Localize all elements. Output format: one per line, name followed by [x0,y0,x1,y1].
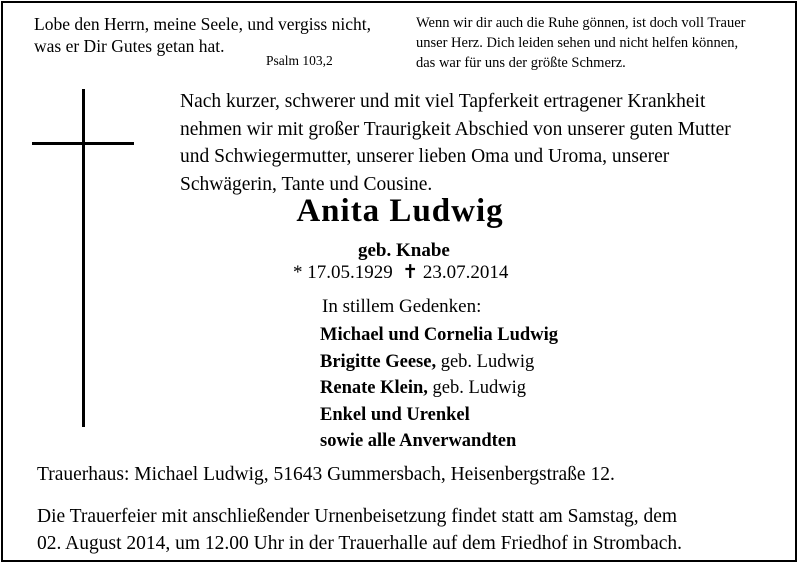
mourners-list [320,322,558,455]
cross-icon-vertical [82,89,85,427]
life-dates: * 17.05.1929 ✝ 23.07.2014 [293,262,509,283]
mourner-entry [320,375,558,402]
mourner-entry [320,349,558,376]
poem-verse [416,13,745,73]
mourner-entry [320,402,558,429]
bible-verse [34,13,371,57]
mourner-name: Renate Klein, [320,378,428,398]
verse-line: was er Dir Gutes getan hat. [34,36,225,56]
mourner-name: Michael und Cornelia Ludwig [320,325,558,345]
funeral-service-info [37,503,682,557]
memory-heading: In stillem Gedenken: [322,296,482,317]
mourner-entry [320,322,558,349]
birth-name: geb. Knabe [358,240,450,261]
mourner-name: sowie alle Anverwandten [320,431,517,451]
poem-line: das war für uns der größte Schmerz. [416,55,626,71]
intro-line: nehmen wir mit großer Traurigkeit Abschied von unserer guten Mutter [180,118,731,140]
intro-line: Schwägerin, Tante und Cousine. [180,173,433,195]
mourner-name: Enkel und Urenkel [320,404,470,425]
cross-icon-horizontal [32,142,134,145]
mourner-note: geb. Ludwig [427,378,527,398]
intro-line: und Schwiegermutter, unserer lieben Oma und Uroma, unserer [180,146,670,167]
poem-line: Wenn wir dir auch die Ruhe gönnen, ist doch voll Trauer [416,15,746,31]
poem-line: unser Herz. Dich leiden sehen und nicht helfen können, [416,35,739,51]
intro-line: Nach kurzer, schwerer und mit viel Tapferkeit ertragener Krankheit [180,91,706,112]
mourning-house-address: Trauerhaus: Michael Ludwig, 51643 Gummersbach, Heisenbergstraße 12. [37,464,615,485]
verse-line: Lobe den Herrn, meine Seele, und vergiss nicht, [34,14,371,34]
deceased-name: Anita Ludwig [296,193,504,229]
mourner-note: geb. Ludwig [436,351,535,372]
service-line: 02. August 2014, um 12.00 Uhr in der Trauerhalle auf dem Friedhof in Strombach. [37,533,683,554]
mourner-entry [320,428,558,455]
verse-source: Psalm 103,2 [266,53,333,68]
intro-text [180,88,731,198]
mourner-name: Brigitte Geese, [320,351,437,372]
service-line: Die Trauerfeier mit anschließender Urnenbeisetzung findet statt am Samstag, dem [37,506,678,527]
